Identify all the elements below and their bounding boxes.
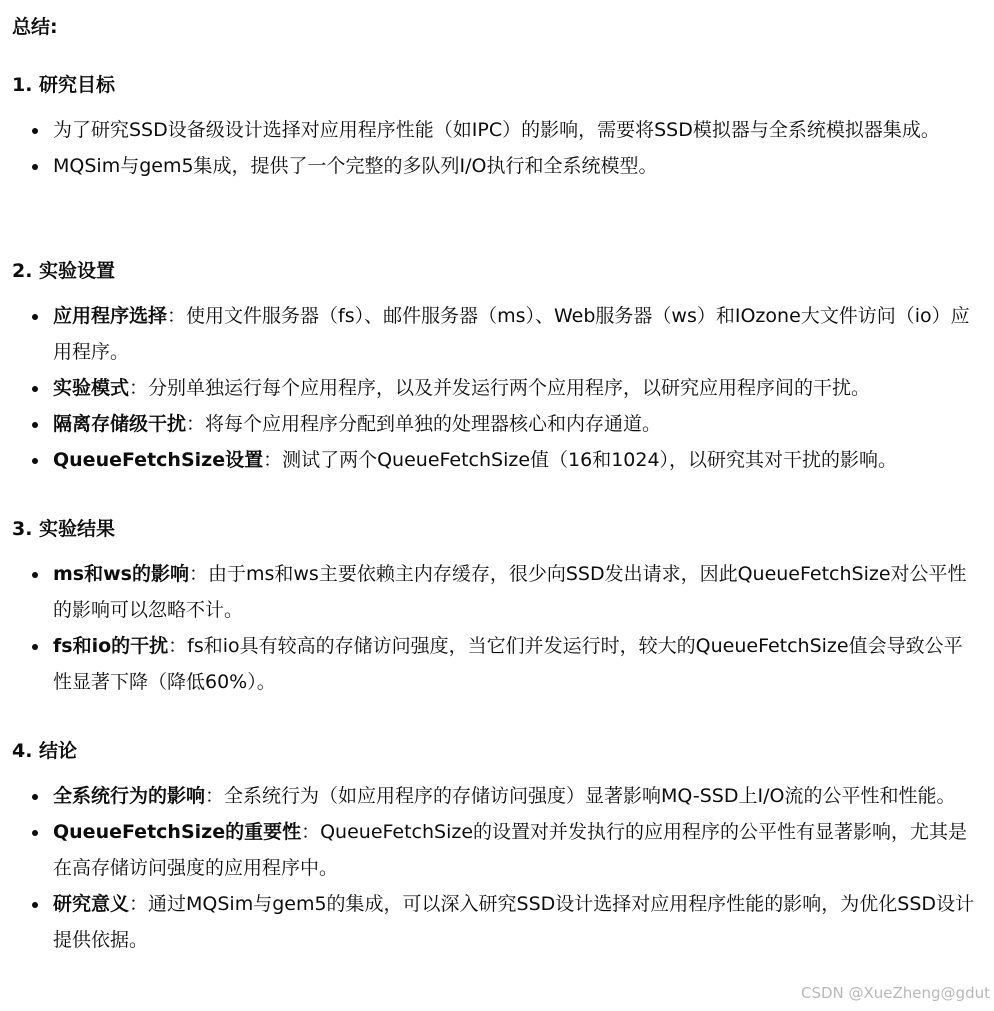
- item-text: ：QueueFetchSize的设置对并发执行的应用程序的公平性有显著影响，尤其是在高存储访问强度的应用程序中。: [53, 821, 968, 879]
- section-research-goal: [12, 72, 972, 184]
- list-item: [12, 442, 980, 478]
- item-text: MQSim与gem5集成，提供了一个完整的多队列I/O执行和全系统模型。: [53, 155, 658, 177]
- list-item: [12, 778, 980, 814]
- item-keyword: QueueFetchSize的重要性: [53, 821, 302, 843]
- item-keyword: 隔离存储级干扰: [53, 413, 187, 435]
- bullet-list: [12, 556, 972, 700]
- section-heading: 1. 研究目标: [12, 74, 116, 96]
- section-heading: 4. 结论: [12, 740, 78, 762]
- item-text: ：全系统行为（如应用程序的存储访问强度）显著影响MQ-SSD上I/O流的公平性和性能。: [205, 785, 956, 807]
- item-text: ：通过MQSim与gem5的集成，可以深入研究SSD设计选择对应用程序性能的影响，为优化SSD设计提供依据。: [53, 893, 975, 951]
- list-item: [12, 370, 980, 406]
- item-keyword: 实验模式: [53, 377, 130, 399]
- summary-title: 总结:: [12, 16, 58, 38]
- item-text: ：测试了两个QueueFetchSize值（16和1024），以研究其对干扰的影响。: [263, 449, 898, 471]
- list-item: [12, 298, 980, 370]
- list-item: [12, 556, 980, 628]
- list-item: [12, 814, 980, 886]
- bullet-list: [12, 298, 972, 478]
- item-keyword: 应用程序选择: [53, 305, 168, 327]
- list-item: [12, 406, 980, 442]
- item-text: ：fs和io具有较高的存储访问强度，当它们并发运行时，较大的QueueFetchSize值会导致公平性显著下降（降低60%）。: [53, 635, 963, 693]
- item-text: ：分别单独运行每个应用程序，以及并发运行两个应用程序，以研究应用程序间的干扰。: [129, 377, 871, 399]
- list-item: [12, 886, 980, 958]
- watermark: CSDN @XueZheng@gdut: [800, 984, 990, 1002]
- list-item: [12, 112, 980, 148]
- list-item: [12, 148, 980, 184]
- section-conclusion: [12, 738, 975, 958]
- item-keyword: 全系统行为的影响: [53, 785, 206, 807]
- item-keyword: ms和ws的影响: [53, 563, 189, 585]
- item-keyword: 研究意义: [53, 893, 130, 915]
- section-experiment-results: [12, 516, 972, 700]
- bullet-list: [12, 112, 972, 184]
- item-keyword: fs和io的干扰: [53, 635, 169, 657]
- item-text: ：使用文件服务器（fs）、邮件服务器（ms）、Web服务器（ws）和IOzone大文件访问（io）应用程序。: [53, 305, 970, 363]
- section-heading: 3. 实验结果: [12, 518, 116, 540]
- item-text: ：由于ms和ws主要依赖主内存缓存，很少向SSD发出请求，因此QueueFetchSize对公平性的影响可以忽略不计。: [53, 563, 967, 621]
- item-text: ：将每个应用程序分配到单独的处理器核心和内存通道。: [186, 413, 662, 435]
- list-item: [12, 628, 980, 700]
- item-text: 为了研究SSD设备级设计选择对应用程序性能（如IPC）的影响，需要将SSD模拟器与全系统模拟器集成。: [53, 119, 940, 141]
- bullet-list: [12, 778, 975, 958]
- section-experiment-setup: [12, 258, 972, 478]
- item-keyword: QueueFetchSize设置: [53, 449, 264, 471]
- section-heading: 2. 实验设置: [12, 260, 116, 282]
